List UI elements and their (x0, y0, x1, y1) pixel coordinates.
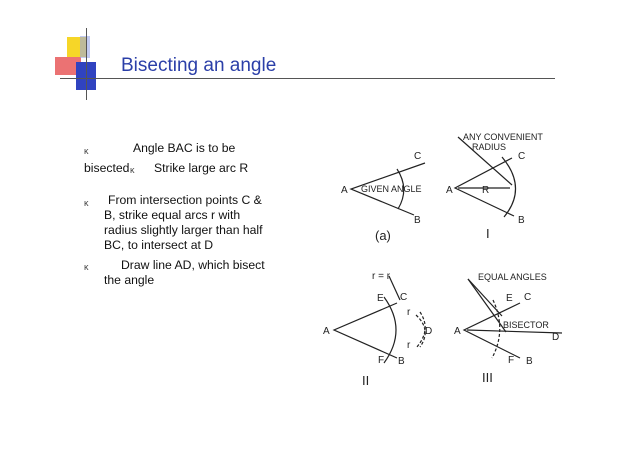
bullet-2-text: Strike large arc R (154, 161, 249, 175)
bullet-1-line-2: bisected (84, 161, 130, 175)
fig-iii-bisector-label: BISECTOR (503, 320, 549, 330)
bullet-1-line-1: Angle BAC is to be (133, 141, 236, 155)
fig-iii-label-D: D (552, 332, 560, 343)
fig-ii-label-D: D (425, 326, 433, 337)
bullet-marker-3: ĸ (84, 198, 89, 208)
fig-a-label-A: A (341, 185, 348, 196)
fig-iii-label-A: A (454, 326, 461, 337)
fig-i-label-A: A (446, 185, 453, 196)
fig-i-note-line-1: ANY CONVENIENT (463, 132, 543, 142)
fig-iii-equal-leader-1 (468, 279, 506, 332)
fig-i-label-B: B (518, 215, 525, 226)
bullet-3-line-2: B, strike equal arcs r with (104, 208, 241, 222)
fig-ii-label-r-bottom: r (407, 340, 411, 351)
fig-ii-label-C: C (400, 292, 408, 303)
fig-a-given-angle: GIVEN ANGLE (361, 184, 422, 194)
bullet-4-line-1: Draw line AD, which bisect (121, 258, 265, 272)
fig-a-label-B: B (414, 215, 421, 226)
fig-ii-label-F: F (378, 355, 385, 366)
fig-a-caption: (a) (375, 228, 391, 243)
bullet-4-line-2: the angle (104, 273, 155, 287)
fig-iii-label-B: B (526, 356, 533, 367)
fig-i-caption: I (486, 226, 490, 241)
fig-i-note-line-2: RADIUS (472, 142, 507, 152)
bullet-marker-1: ĸ (84, 146, 89, 156)
fig-i-arc-r (502, 157, 516, 217)
bullet-3-line-4: BC, to intersect at D (104, 238, 214, 252)
fig-iii-caption: III (482, 370, 493, 385)
fig-ii-leader (389, 276, 400, 300)
fig-iii-label-C: C (524, 292, 532, 303)
bullet-3-line-1: From intersection points C & (108, 193, 262, 207)
fig-iii-note: EQUAL ANGLES (478, 272, 547, 282)
fig-i-label-C: C (518, 151, 526, 162)
fig-ii-label-B: B (398, 356, 405, 367)
fig-i-label-R: R (482, 185, 490, 196)
bullet-3-line-3: radius slightly larger than half (104, 223, 263, 237)
fig-ii-rr-note: r = r (372, 271, 391, 282)
fig-iii-label-E: E (506, 293, 513, 304)
fig-iii-equal-leader-2 (468, 279, 502, 316)
fig-iii-bisector-line (467, 330, 562, 333)
page-title: Bisecting an angle (121, 55, 277, 76)
bullet-marker-4: ĸ (84, 262, 89, 272)
fig-ii-caption: II (362, 373, 370, 388)
fig-ii-label-A: A (323, 326, 330, 337)
fig-ii-arc-c (416, 312, 425, 348)
fig-iii-label-F: F (508, 355, 515, 366)
fig-ii-label-E: E (377, 293, 384, 304)
fig-ii-label-r-top: r (407, 307, 411, 318)
fig-ii-angle-lines (334, 303, 397, 358)
bullet-marker-2: ĸ (130, 165, 135, 175)
fig-a-label-C: C (414, 151, 422, 162)
